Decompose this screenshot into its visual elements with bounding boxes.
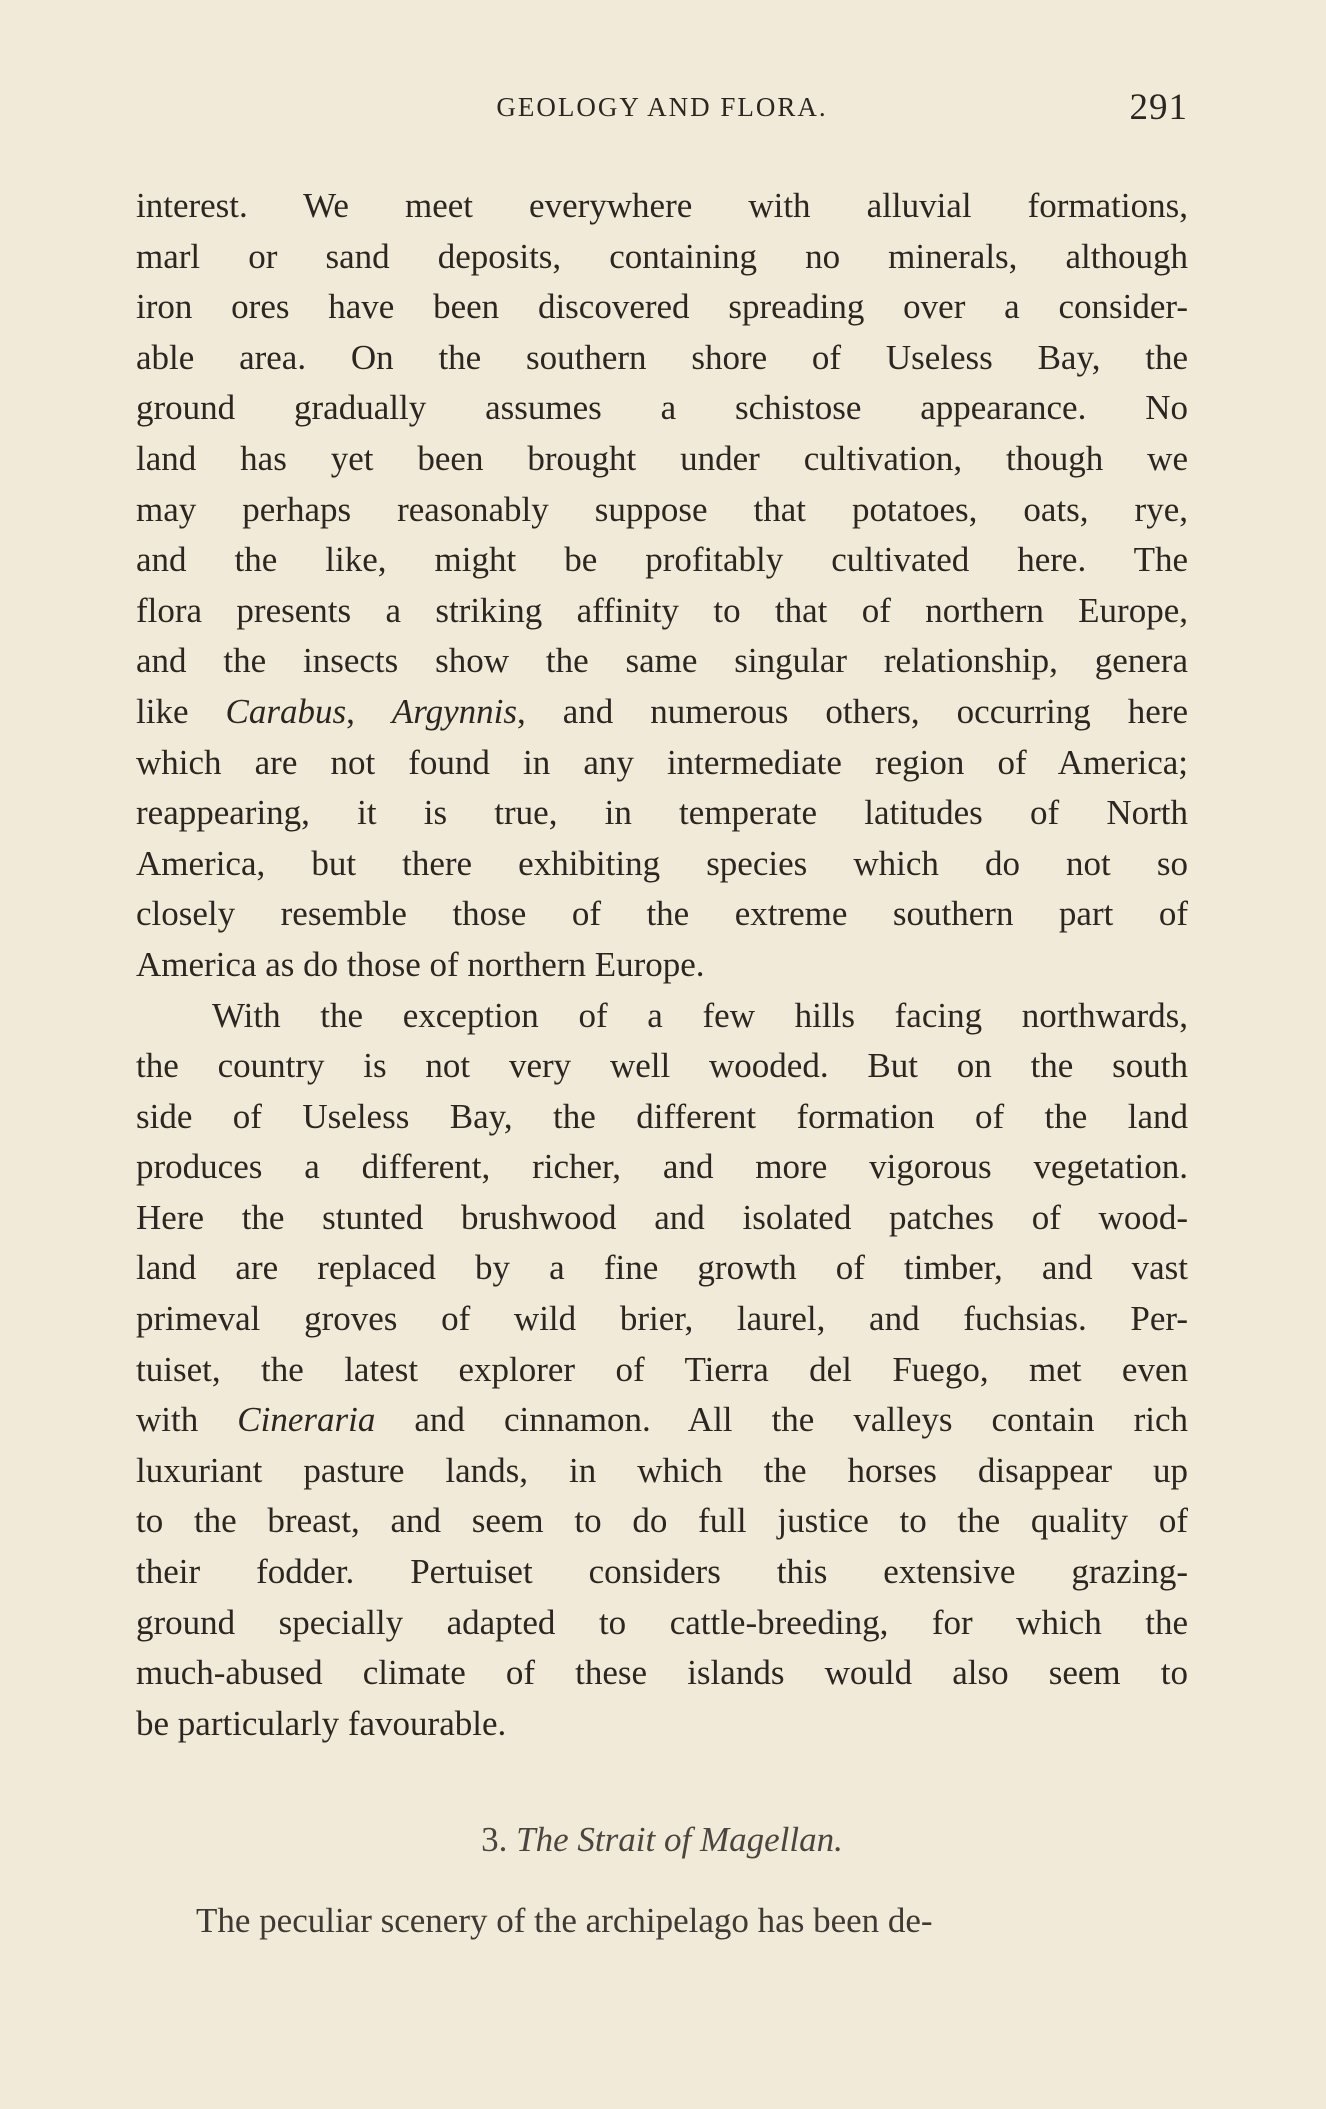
page-header bbox=[136, 87, 1188, 132]
text-line: iron ores have been discovered spreading over a consider- bbox=[136, 287, 1188, 327]
text-run: , bbox=[346, 691, 392, 731]
genus-cineraria: Cineraria bbox=[237, 1400, 376, 1440]
paragraph-2 bbox=[136, 991, 1188, 1750]
text-line: ground specially adapted to cattle-breeding, for which the bbox=[136, 1602, 1188, 1642]
text-line: marl or sand deposits, containing no minerals, although bbox=[136, 236, 1188, 276]
text-line: produces a different, richer, and more vigorous vegetation. bbox=[136, 1147, 1188, 1187]
paragraph-1 bbox=[136, 181, 1188, 991]
text-line: and the like, might be profitably cultivated here. The bbox=[136, 540, 1188, 580]
text-line: the country is not very well wooded. But on the south bbox=[136, 1046, 1188, 1086]
text-line: America as do those of northern Europe. bbox=[136, 944, 705, 984]
body-text bbox=[136, 181, 1188, 1749]
text-line: and the insects show the same singular relationship, genera bbox=[136, 641, 1188, 681]
section-first-line: The peculiar scenery of the archipelago has been de- bbox=[196, 1901, 933, 1940]
text-run: , and numerous others, occurring here bbox=[516, 691, 1188, 731]
text-line: side of Useless Bay, the different formation of the land bbox=[136, 1096, 1188, 1136]
text-line: able area. On the southern shore of Useless Bay, the bbox=[136, 337, 1188, 377]
text-line: Here the stunted brushwood and isolated patches of wood- bbox=[136, 1197, 1188, 1237]
text-run: and cinnamon. All the valleys contain rich bbox=[375, 1400, 1188, 1440]
text-line: closely resemble those of the extreme southern part of bbox=[136, 894, 1188, 934]
text-line: may perhaps reasonably suppose that potatoes, oats, rye, bbox=[136, 489, 1188, 529]
text-line: tuiset, the latest explorer of Tierra del Fuego, met even bbox=[136, 1349, 1188, 1389]
text-line: which are not found in any intermediate region of America; bbox=[136, 742, 1188, 782]
text-line: interest. We meet everywhere with alluvial formations, bbox=[136, 186, 1188, 225]
text-line: their fodder. Pertuiset considers this extensive grazing- bbox=[136, 1552, 1188, 1592]
text-line: to the breast, and seem to do full justice to the quality of bbox=[136, 1501, 1188, 1541]
text-line: flora presents a striking affinity to that of northern Europe, bbox=[136, 590, 1188, 630]
text-line: ground gradually assumes a schistose appearance. No bbox=[136, 388, 1188, 428]
text-run: like bbox=[136, 691, 226, 731]
text-line: With the exception of a few hills facing northwards, bbox=[212, 995, 1188, 1035]
text-line: land are replaced by a fine growth of timber, and vast bbox=[136, 1248, 1188, 1288]
genus-argynnis: Argynnis bbox=[391, 691, 517, 731]
section-title: The Strait of Magellan. bbox=[516, 1820, 843, 1859]
text-line: be particularly favourable. bbox=[136, 1703, 507, 1743]
text-line: America, but there exhibiting species which do not so bbox=[136, 843, 1188, 883]
text-line: much-abused climate of these islands would also seem to bbox=[136, 1653, 1188, 1693]
text-line: primeval groves of wild brier, laurel, and fuchsias. Per- bbox=[136, 1299, 1188, 1339]
section-heading bbox=[136, 1820, 1188, 1860]
running-head: GEOLOGY AND FLORA. bbox=[496, 92, 828, 122]
genus-carabus: Carabus bbox=[225, 691, 347, 731]
text-run: with bbox=[136, 1400, 238, 1440]
page-number: 291 bbox=[1129, 87, 1188, 128]
text-line: reappearing, it is true, in temperate latitudes of North bbox=[136, 793, 1188, 833]
text-line: luxuriant pasture lands, in which the horses disappear up bbox=[136, 1450, 1188, 1490]
text-line-italic-genera bbox=[136, 687, 1188, 738]
text-line-italic-cineraria bbox=[136, 1395, 1188, 1446]
text-line: land has yet been brought under cultivation, though we bbox=[136, 438, 1188, 478]
section-number: 3. bbox=[481, 1820, 517, 1859]
